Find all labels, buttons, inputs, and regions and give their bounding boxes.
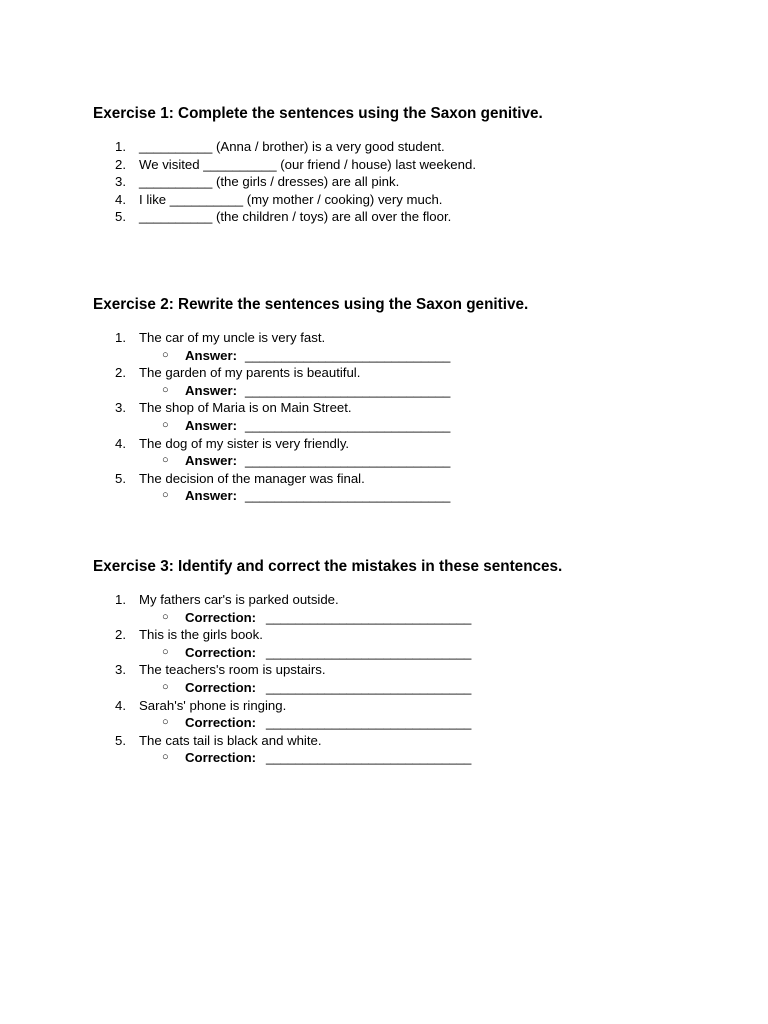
item-text: The decision of the manager was final. [139,470,365,486]
item-number: 5. [115,732,126,748]
exercise-1-title: Exercise 1: Complete the sentences using the Saxon genitive. [93,105,543,122]
item-text: I like __________ (my mother / cooking) very much. [139,191,443,207]
correction-label: Correction: [185,679,257,695]
answer-label: Answer: [185,347,238,363]
item-number: 1. [115,592,126,607]
exercise-2-title: Exercise 2: Rewrite the sentences using the Saxon genitive. [93,296,529,313]
correction-line [93,644,733,662]
answer-blank[interactable]: ____________________________ [245,382,451,398]
list-item [93,156,733,174]
exercise-2-list [93,329,733,505]
circle-bullet-icon: ○ [162,645,169,658]
item-number: 4. [115,435,126,451]
answer-line [93,382,733,400]
circle-bullet-icon: ○ [162,489,169,502]
correction-line [93,609,733,627]
correction-blank[interactable]: ____________________________ [266,715,472,731]
correction-blank[interactable]: ____________________________ [266,750,472,766]
correction-line [93,679,733,697]
correction-line [93,749,733,767]
answer-line [93,347,733,365]
correction-label: Correction: [185,644,257,660]
exercise-1-list [93,138,733,226]
answer-blank[interactable]: ____________________________ [245,488,451,504]
circle-bullet-icon: ○ [162,716,169,729]
list-item [93,399,733,417]
item-text: My fathers car's is parked outside. [139,592,339,607]
circle-bullet-icon: ○ [162,454,169,467]
list-item [93,191,733,209]
exercise-3 [93,557,733,767]
item-text: The garden of my parents is beautiful. [139,365,361,381]
answer-line [93,417,733,435]
item-number: 4. [115,697,126,713]
exercise-2 [93,295,733,505]
circle-bullet-icon: ○ [162,751,169,764]
exercise-3-list [93,591,733,767]
item-text: We visited __________ (our friend / house) last weekend. [139,156,476,172]
list-item [93,626,733,644]
correction-blank[interactable]: ____________________________ [266,609,472,625]
list-item [93,470,733,488]
item-text: Sarah's' phone is ringing. [139,697,287,713]
item-text: __________ (Anna / brother) is a very good student. [139,139,445,154]
answer-blank[interactable]: ____________________________ [245,453,451,469]
list-item [93,697,733,715]
correction-label: Correction: [185,715,257,731]
list-item [93,208,733,226]
item-text: The dog of my sister is very friendly. [139,435,350,451]
exercise-3-title: Exercise 3: Identify and correct the mistakes in these sentences. [93,558,563,575]
answer-label: Answer: [185,453,238,469]
item-text: The car of my uncle is very fast. [139,330,326,345]
answer-blank[interactable]: ____________________________ [245,347,451,363]
circle-bullet-icon: ○ [162,348,169,361]
item-number: 1. [115,139,126,154]
list-item [93,435,733,453]
item-number: 2. [115,365,126,381]
circle-bullet-icon: ○ [162,610,169,623]
item-number: 2. [115,156,126,172]
item-text: The shop of Maria is on Main Street. [139,400,352,416]
answer-line [93,487,733,505]
item-text: This is the girls book. [139,627,263,643]
correction-blank[interactable]: ____________________________ [266,644,472,660]
answer-blank[interactable]: ____________________________ [245,417,451,433]
answer-label: Answer: [185,488,238,504]
list-item [93,661,733,679]
circle-bullet-icon: ○ [162,383,169,396]
item-number: 4. [115,191,126,207]
circle-bullet-icon: ○ [162,418,169,431]
list-item [93,173,733,191]
correction-label: Correction: [185,609,257,625]
item-text: The cats tail is black and white. [139,732,322,748]
item-number: 1. [115,330,126,345]
item-number: 2. [115,627,126,643]
item-number: 3. [115,662,126,678]
item-text: The teachers's room is upstairs. [139,662,326,678]
item-number: 3. [115,174,126,190]
answer-label: Answer: [185,417,238,433]
correction-label: Correction: [185,750,257,766]
answer-label: Answer: [185,382,238,398]
list-item [93,329,733,347]
circle-bullet-icon: ○ [162,680,169,693]
correction-blank[interactable]: ____________________________ [266,679,472,695]
item-number: 5. [115,470,126,486]
item-number: 5. [115,209,126,225]
list-item [93,732,733,750]
list-item [93,138,733,156]
correction-line [93,714,733,732]
answer-line [93,452,733,470]
list-item [93,591,733,609]
list-item [93,364,733,382]
exercise-1 [93,104,733,226]
item-text: __________ (the children / toys) are all over the floor. [139,209,452,225]
item-number: 3. [115,400,126,416]
item-text: __________ (the girls / dresses) are all pink. [139,174,400,190]
